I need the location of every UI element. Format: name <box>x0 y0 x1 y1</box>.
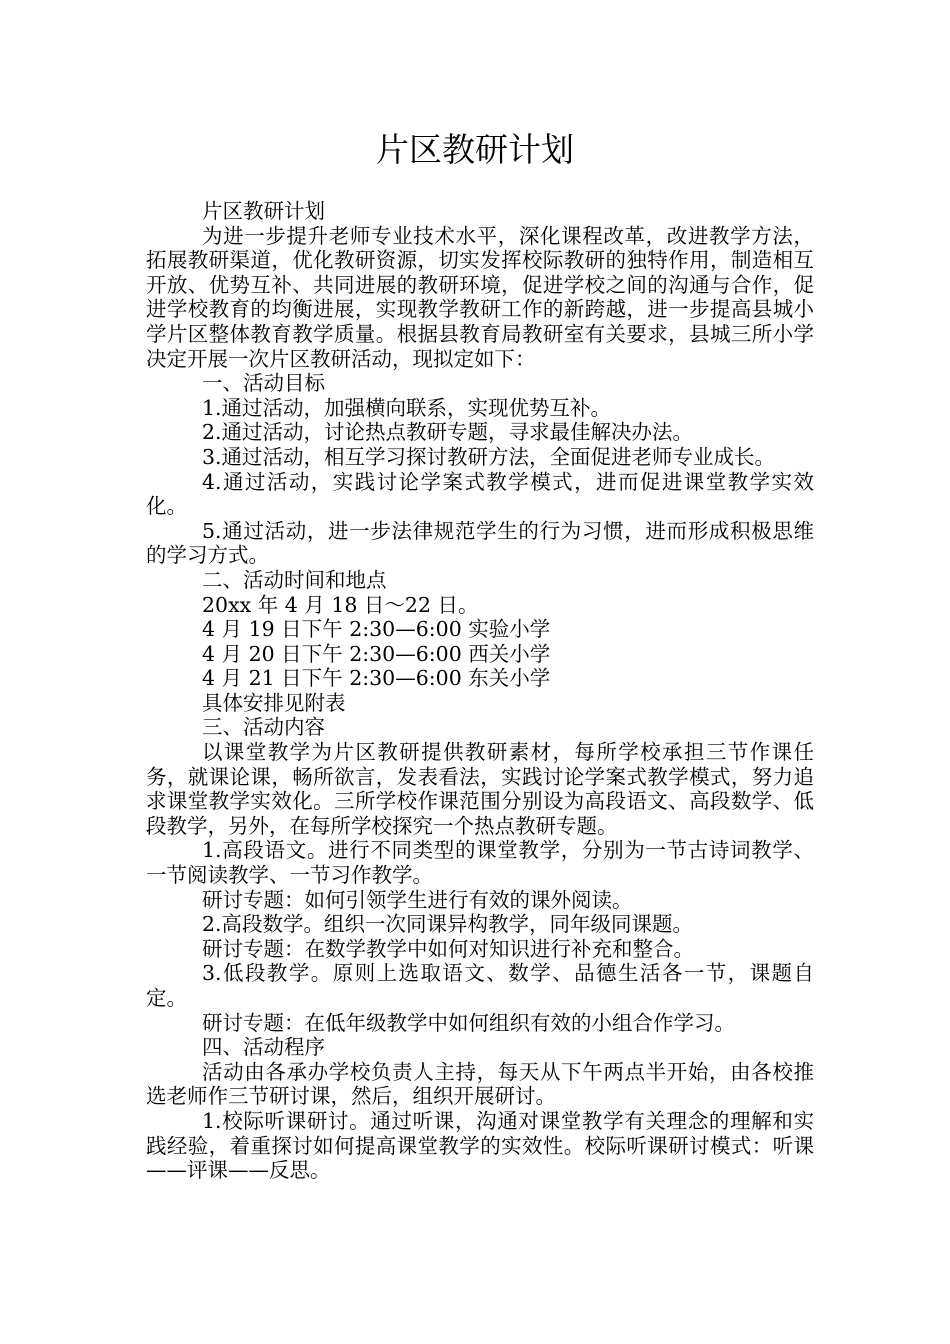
paragraph: 研讨专题：在低年级教学中如何组织有效的小组合作学习。 <box>202 1010 735 1035</box>
document-title: 片区教研计划 <box>376 130 574 169</box>
section-heading: 一、活动目标 <box>202 371 325 396</box>
paragraph: 具体安排见附表 <box>202 690 346 715</box>
section-heading: 二、活动时间和地点 <box>202 567 387 592</box>
paragraph: 片区教研计划 <box>202 199 325 223</box>
paragraph: 研讨专题：如何引领学生进行有效的课外阅读。 <box>202 887 633 912</box>
list-item: 1.校际听课研讨。通过听课，沟通对课堂教学有关理念的理解和实践经验，着重探讨如何提高课堂教学的实效性。校际听课研讨模式：听课——评课——反思。 <box>146 1108 814 1183</box>
list-item: 1.通过活动，加强横向联系，实现优势互补。 <box>202 395 612 420</box>
schedule-line: 4 月 21 日下午 2:30—6:00 东关小学 <box>202 666 551 691</box>
list-item: 3.通过活动，相互学习探讨教研方法，全面促进老师专业成长。 <box>202 444 776 469</box>
list-item: 5.通过活动，进一步法律规范学生的行为习惯，进而形成积极思维的学习方式。 <box>146 518 814 568</box>
schedule-line: 4 月 19 日下午 2:30—6:00 实验小学 <box>202 617 551 642</box>
document-body <box>146 199 814 1183</box>
list-item: 3.低段教学。原则上选取语文、数学、品德生活各一节，课题自定。 <box>146 961 814 1010</box>
list-item: 4.通过活动，实践讨论学案式教学模式，进而促进课堂教学实效化。 <box>146 469 814 519</box>
paragraph: 以课堂教学为片区教研提供教研素材，每所学校承担三节作课任务，就课论课，畅所欲言，发表看法，实践讨论学案式教学模式，努力追求课堂教学实效化。三所学校作课范围分别设为高段语文、高段数学、低段教学，另外，在每所学校探究一个热点教研专题。 <box>146 740 814 838</box>
list-item: 2.通过活动，讨论热点教研专题，寻求最佳解决办法。 <box>202 420 694 445</box>
list-item: 1.高段语文。进行不同类型的课堂教学，分别为一节古诗词教学、一节阅读教学、一节习作教学。 <box>146 838 814 888</box>
paragraph: 研讨专题：在数学教学中如何对知识进行补充和整合。 <box>202 936 694 961</box>
paragraph: 20xx 年 4 月 18 日～22 日。 <box>202 592 479 617</box>
section-heading: 四、活动程序 <box>202 1035 325 1060</box>
paragraph: 活动由各承办学校负责人主持，每天从下午两点半开始，由各校推选老师作三节研讨课，然后，组织开展研讨。 <box>146 1059 814 1109</box>
paragraph: 为进一步提升老师专业技术水平，深化课程改革，改进教学方法，拓展教研渠道，优化教研资源，切实发挥校际教研的独特作用，制造相互开放、优势互补、共同进展的教研环境，促进学校之间的沟通与合作，促进学校教育的均衡进展，实现教学教研工作的新跨越，进一步提高县城小学片区整体教育教学质量。根据县教育局教研室有关要求，县城三所小学决定开展一次片区教研活动，现拟定如下： <box>146 223 814 371</box>
list-item: 2.高段数学。组织一次同课异构教学，同年级同课题。 <box>202 912 694 937</box>
schedule-line: 4 月 20 日下午 2:30—6:00 西关小学 <box>202 641 551 666</box>
section-heading: 三、活动内容 <box>202 715 325 740</box>
